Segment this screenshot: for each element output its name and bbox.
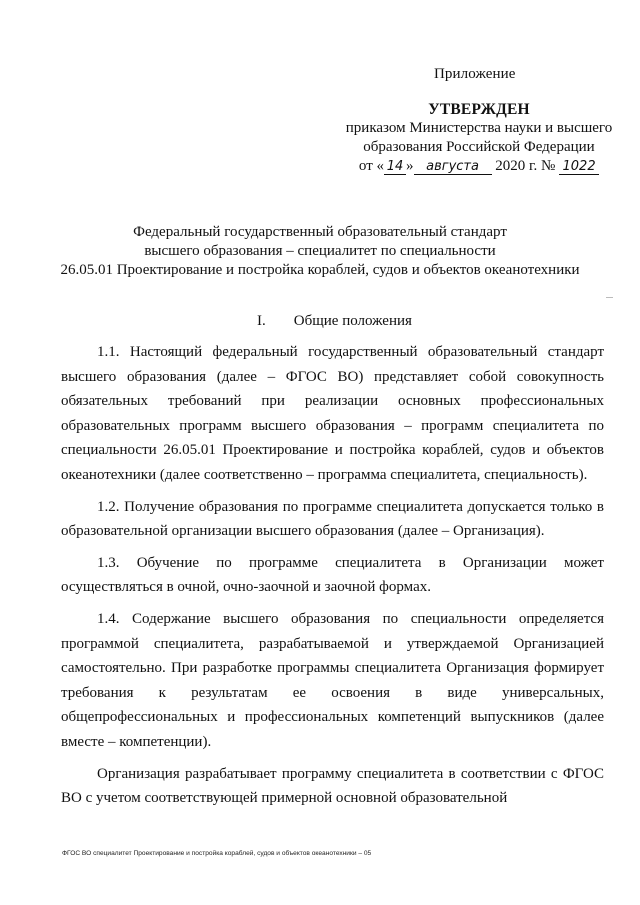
page-footer: ФГОС ВО специалитет Проектирование и постройка кораблей, судов и объектов океанотехники – 05	[62, 850, 372, 857]
section-number: I.	[257, 313, 266, 329]
order-number: 1022	[559, 159, 599, 175]
paragraph-1-1: 1.1. Настоящий федеральный государственный образовательный стандарт высшего образования (далее – ФГОС ВО) представляет собой совокупность обязательных требований при реализации основных профессиональных образовательных программ высшего образования – программ специалитета по специальности 26.05.01 Проектирование и постройка кораблей, судов и объектов океанотехники (далее соответственно – программа специалитета, специальность).	[61, 344, 604, 483]
order-month: августа	[414, 159, 492, 175]
standard-title-line-3: 26.05.01 Проектирование и постройка кораблей, судов и объектов океанотехники	[60, 262, 580, 278]
standard-title-line-2: высшего образования – специалитет по специальности	[144, 243, 496, 259]
approval-title: УТВЕРЖДЕН	[428, 101, 530, 118]
section-heading	[257, 313, 412, 330]
appendix-label: Приложение	[434, 66, 516, 82]
standard-title-line-1: Федеральный государственный образовательный стандарт	[133, 224, 507, 240]
approval-line-1: приказом Министерства науки и высшего	[345, 120, 613, 136]
paragraph-organization: Организация разрабатывает программу специалитета в соответствии с ФГОС ВО с учетом соответствующей примерной основной образовательной	[61, 765, 604, 807]
paragraph-1-3: 1.3. Обучение по программе специалитета в Организации может осуществляться в очной, очно-заочной и заочной формах.	[61, 554, 604, 596]
approval-line-2: образования Российской Федерации	[363, 139, 595, 155]
body-text	[61, 340, 604, 818]
date-mid: »	[406, 158, 414, 174]
date-prefix: от «	[358, 158, 385, 174]
paragraph-1-2: 1.2. Получение образования по программе специалитета допускается только в образовательной организации высшего образования (далее – Организация).	[61, 498, 604, 540]
scan-mark	[606, 297, 613, 298]
standard-title	[20, 223, 620, 280]
order-date-line	[334, 157, 624, 176]
section-title: Общие положения	[293, 313, 412, 329]
order-day: 14	[384, 159, 406, 175]
approval-block	[334, 100, 624, 176]
paragraph-1-4: 1.4. Содержание высшего образования по специальности определяется программой специалитета, разрабатываемой и утверждаемой Организацией самостоятельно. При разработке программы специалитета Организация формирует требования к результатам ее освоения в виде универсальных, общепрофессиональных и профессиональных компетенций выпускников (далее вместе – компетенции).	[61, 610, 604, 750]
order-year: 2020 г. №	[495, 158, 556, 174]
